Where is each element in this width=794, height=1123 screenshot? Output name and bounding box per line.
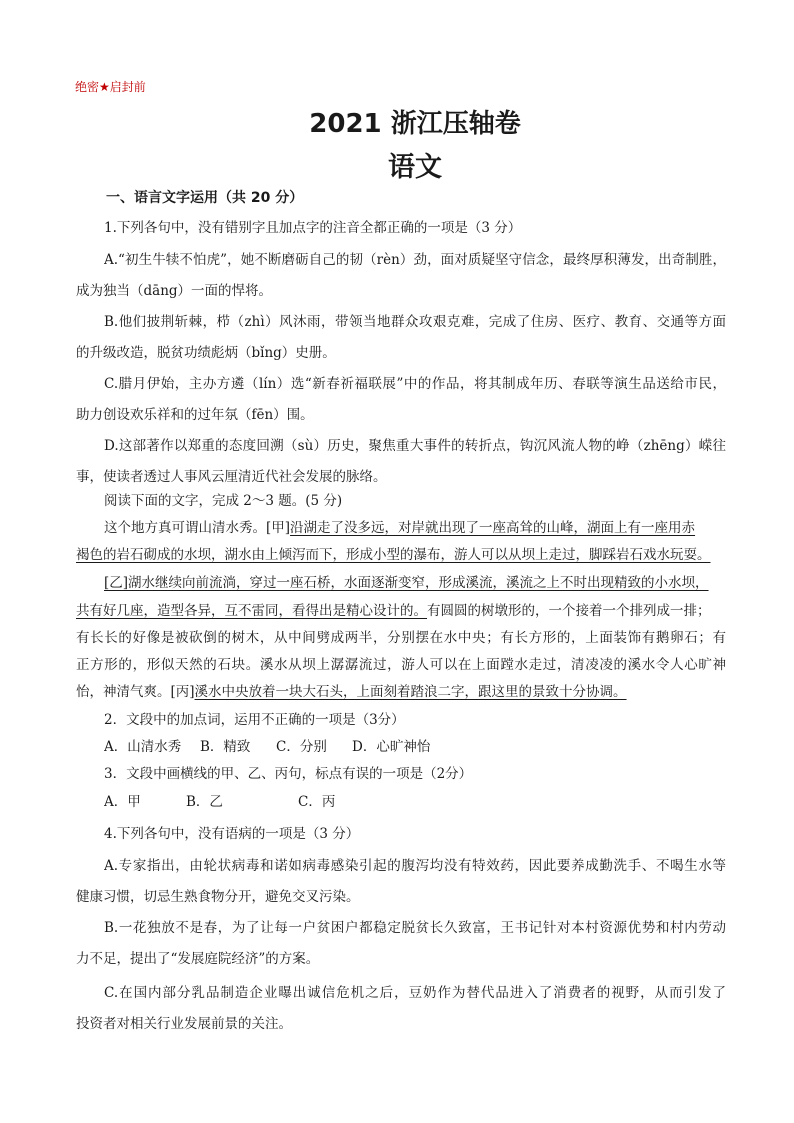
secret-suffix: 启封前 (109, 80, 146, 94)
passage-line-1 (104, 519, 726, 537)
passage-line-4 (76, 602, 726, 620)
q4-option-a-line2: 健康习惯，切忌生熟食物分开，避免交叉污染。 (76, 889, 360, 905)
q1-stem: 1.下列各句中，没有错别字且加点字的注音全都正确的一项是（3 分） (104, 220, 522, 236)
q4-option-b-line2: 力不足，提出了“发展庭院经济”的方案。 (76, 951, 320, 967)
section-heading: 一、语言文字运用（共 20 分） (106, 190, 304, 206)
passage-text: 怡，神清气爽。[丙] (76, 684, 195, 700)
secret-prefix: 绝密 (75, 80, 100, 94)
q1-option-d-line1: D.这部著作以郑重的态度回溯（sù）历史，聚焦重大事件的转折点，钩沉风流人物的峥（zhēng）嵘往 (104, 438, 726, 454)
passage-text: 这个地方真可谓山清水秀。[甲] (104, 520, 291, 536)
q2-option-c: C．分别 (276, 739, 327, 755)
exam-subject: 语文 (388, 152, 442, 183)
sentence-yi-end: 共有好几座，造型各异，互不雷同，看得出是精心设计的。 (76, 603, 427, 619)
star-icon: ★ (99, 80, 110, 94)
q1-option-a-line2: 成为独当（dāng）一面的悍将。 (76, 283, 273, 299)
q3-option-b: B．乙 (186, 794, 223, 810)
q4-option-c-line2: 投资者对相关行业发展前景的关注。 (76, 1016, 292, 1032)
q4-option-c-line1: C.在国内部分乳品制造企业曝出诚信危机之后，豆奶作为替代品进入了消费者的视野，从而引发了 (104, 985, 726, 1001)
q1-option-b-line1: B.他们披荆斩棘，栉（zhì）风沐雨，带领当地群众攻艰克难，完成了住房、医疗、教育、交通等方面 (104, 314, 726, 330)
q2-option-d: D．心旷神怡 (352, 739, 431, 755)
q1-option-a-line1: A.“初生牛犊不怕虎”，她不断磨砺自己的韧（rèn）劲，面对质疑坚守信念，最终厚积薄发，出奇制胜， (104, 252, 726, 268)
q4-option-b-line1: B.一花独放不是春，为了让每一户贫困户都稳定脱贫长久致富，王书记针对本村资源优势和村内劳动 (104, 920, 726, 936)
q2-stem: 2．文段中的加点词，运用不正确的一项是（3分） (104, 712, 405, 728)
q3-stem: 3．文段中画横线的甲、乙、丙句，标点有误的一项是（2分） (104, 766, 473, 782)
q2-option-a: A．山清水秀 (104, 739, 182, 755)
passage-line-6: 正方形的，形似天然的石块。溪水从坝上潺潺流过，游人可以在上面蹚水走过，清凌凌的溪水令人心旷神 (76, 657, 726, 673)
q1-option-d-line2: 事，使读者透过人事风云厘清近代社会发展的脉络。 (76, 469, 387, 485)
passage-line-2: 褐色的岩石砌成的水坝，湖水由上倾泻而下，形成小型的瀑布，游人可以从坝上走过，脚踩岩石戏水玩耍。 (76, 547, 711, 563)
passage-intro: 阅读下面的文字，完成 2～3 题。(5 分) (104, 493, 343, 509)
q3-option-c: C．丙 (298, 794, 336, 810)
confidential-label (75, 78, 146, 95)
q3-options (104, 793, 726, 811)
q2-options (104, 738, 726, 756)
q4-option-a-line1: A.专家指出，由轮状病毒和诺如病毒感染引起的腹泻均没有特效药，因此要养成勤洗手、不喝生水等 (104, 858, 726, 874)
q1-option-b-line2: 的升级改造，脱贫功绩彪炳（bǐng）史册。 (76, 345, 336, 361)
q3-option-a: A．甲 (104, 794, 141, 810)
passage-line-7 (76, 683, 726, 701)
passage-line-5: 有长长的好像是被砍倒的树木，从中间劈成两半，分别摆在水中央；有长方形的，上面装饰有鹅卵石；有 (76, 630, 726, 646)
passage-line-3: [乙]湖水继续向前流淌，穿过一座石桥，水面逐渐变窄，形成溪流，溪流之上不时出现精致的小水坝， (104, 575, 709, 591)
q1-option-c-line2: 助力创设欢乐祥和的过年氛（fēn）围。 (76, 407, 314, 423)
q1-option-c-line1: C.腊月伊始，主办方遴（lín）选“新春祈福联展”中的作品，将其制成年历、春联等演生品送给市民， (104, 376, 726, 392)
sentence-jia: 沿湖走了没多远，对岸就出现了一座高耸的山峰，湖面上有一座用赤 (290, 520, 696, 536)
passage-text: 有圆圆的树墩形的，一个接着一个排列成一排； (427, 603, 711, 619)
exam-title: 2021 浙江压轴卷 (309, 109, 521, 139)
sentence-bing: 溪水中央放着一块大石头，上面刻着踏浪二字，跟这里的景致十分协调。 (194, 684, 627, 700)
q2-option-b: B．精致 (200, 739, 251, 755)
q4-stem: 4.下列各句中，没有语病的一项是（3 分） (104, 826, 360, 842)
